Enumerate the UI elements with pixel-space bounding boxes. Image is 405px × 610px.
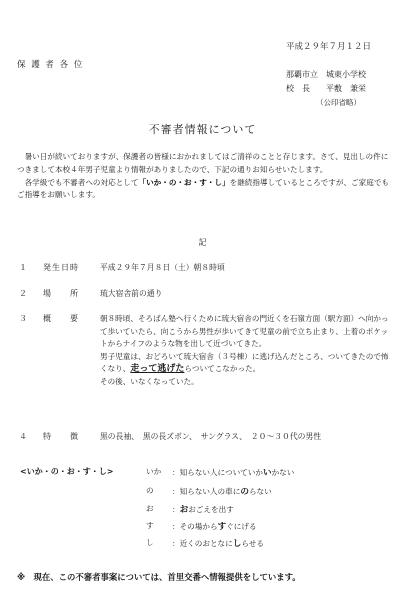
item-label: 特 徴 [43,432,79,441]
mnemonic-key: いか [146,467,162,476]
mnemonic-key: お [146,504,154,513]
footer-note: ※ 現在、この不審者事案については、首里交番へ情報提供をしています。 [17,572,301,582]
item-value: 琉大宿舎前の通り [100,289,163,298]
summary-text: らついてこなかった。 [184,364,261,374]
mnemonic-post: おごえを出す [188,505,234,514]
mnemonic-key: す [146,521,154,530]
body-p2-end: を継続指導しているところですが、ご家庭でもご指導をお願いします。 [17,177,390,200]
mnemonic-text [172,466,294,478]
item-value: 黒の長袖、 黒の長ズボン、 サングラス、 ２０～３０代の男性 [100,432,322,441]
mnemonic-bold: お [179,505,189,515]
ikanoosushi-heading: <いか・の・お・す・し> [20,467,114,476]
principal-name: 校 長 平敷 兼栄 [286,84,366,93]
mnemonic-pre: ：知らない人の車に [172,487,241,496]
item-number: ４ [19,432,27,441]
body-paragraph-1: 暑い日が続いておりますが、保護者の皆様におかれましてはご清祥のことと存じます。さて、見出しの件につきまして本校４年男子児童より情報がありましたので、下記の通りお知らせいたします。 [17,152,389,174]
summary-text: 男子児童は、おどろいて琉大宿舎（３号棟）に逃げ込んだところ、ついてきたので怖くなり、 [100,351,389,374]
body-p2-start: 各学級でも不審者への対応として [24,177,139,187]
document-date: 平成２９年７月１２日 [286,42,372,52]
mnemonic-bold: し [232,539,242,549]
ikanoosushi-emphasis: 「いか・の・お・す・し」 [138,177,230,187]
item-value: 平成２９年７月８日（土）朝８時頃 [100,263,225,272]
item-label: 概 要 [43,314,79,323]
mnemonic-key: の [146,486,154,495]
item-number: １ [19,263,27,272]
summary-line: その後、いなくなっていた。 [100,376,199,386]
document-title: 不審者情報について [148,123,257,136]
mnemonic-post: ぐにげる [226,522,257,531]
incident-summary [100,313,390,389]
summary-line [100,351,390,376]
summary-line: 朝８時頃、そろばん塾へ行くために琉大宿舎の門近くを石嶺方面（駅方面）へ向かって歩いていたら、向こうから男性が歩いてきて児童の前で立ち止まり、上着のポケットからナイフのような物を出して近づいてきた。 [100,314,389,349]
mnemonic-key: し [146,538,154,547]
mnemonic-text [172,503,234,515]
mnemonic-pre: ：知らない人についていか [172,468,263,477]
item-label: 発生日時 [43,263,79,272]
mnemonic-post: らせる [241,539,264,548]
item-number: ３ [19,314,27,323]
body-text [17,151,389,202]
mnemonic-text [172,485,272,497]
ran-away-emphasis: 走って逃げた [130,364,185,375]
mnemonic-bold: い [262,468,272,478]
school-name: 那覇市立 城東小学校 [286,70,366,79]
item-label: 場 所 [43,289,79,298]
mnemonic-post: らない [248,487,272,496]
item-number: ２ [19,289,27,298]
mnemonic-pre: ：近くのおとなに [172,539,233,548]
mnemonic-post: かない [271,468,295,477]
body-paragraph-2 [17,177,389,203]
mnemonic-text [172,537,264,549]
mnemonic-pre: ： [172,505,180,514]
ki-heading: 記 [198,238,207,247]
mnemonic-text [172,520,257,532]
mnemonic-pre: ：その場から [172,522,218,531]
seal-note: （公印省略） [316,98,361,107]
mnemonic-bold: す [217,522,227,532]
addressee: 保 護 者 各 位 [17,60,84,70]
mnemonic-bold: の [240,487,249,497]
